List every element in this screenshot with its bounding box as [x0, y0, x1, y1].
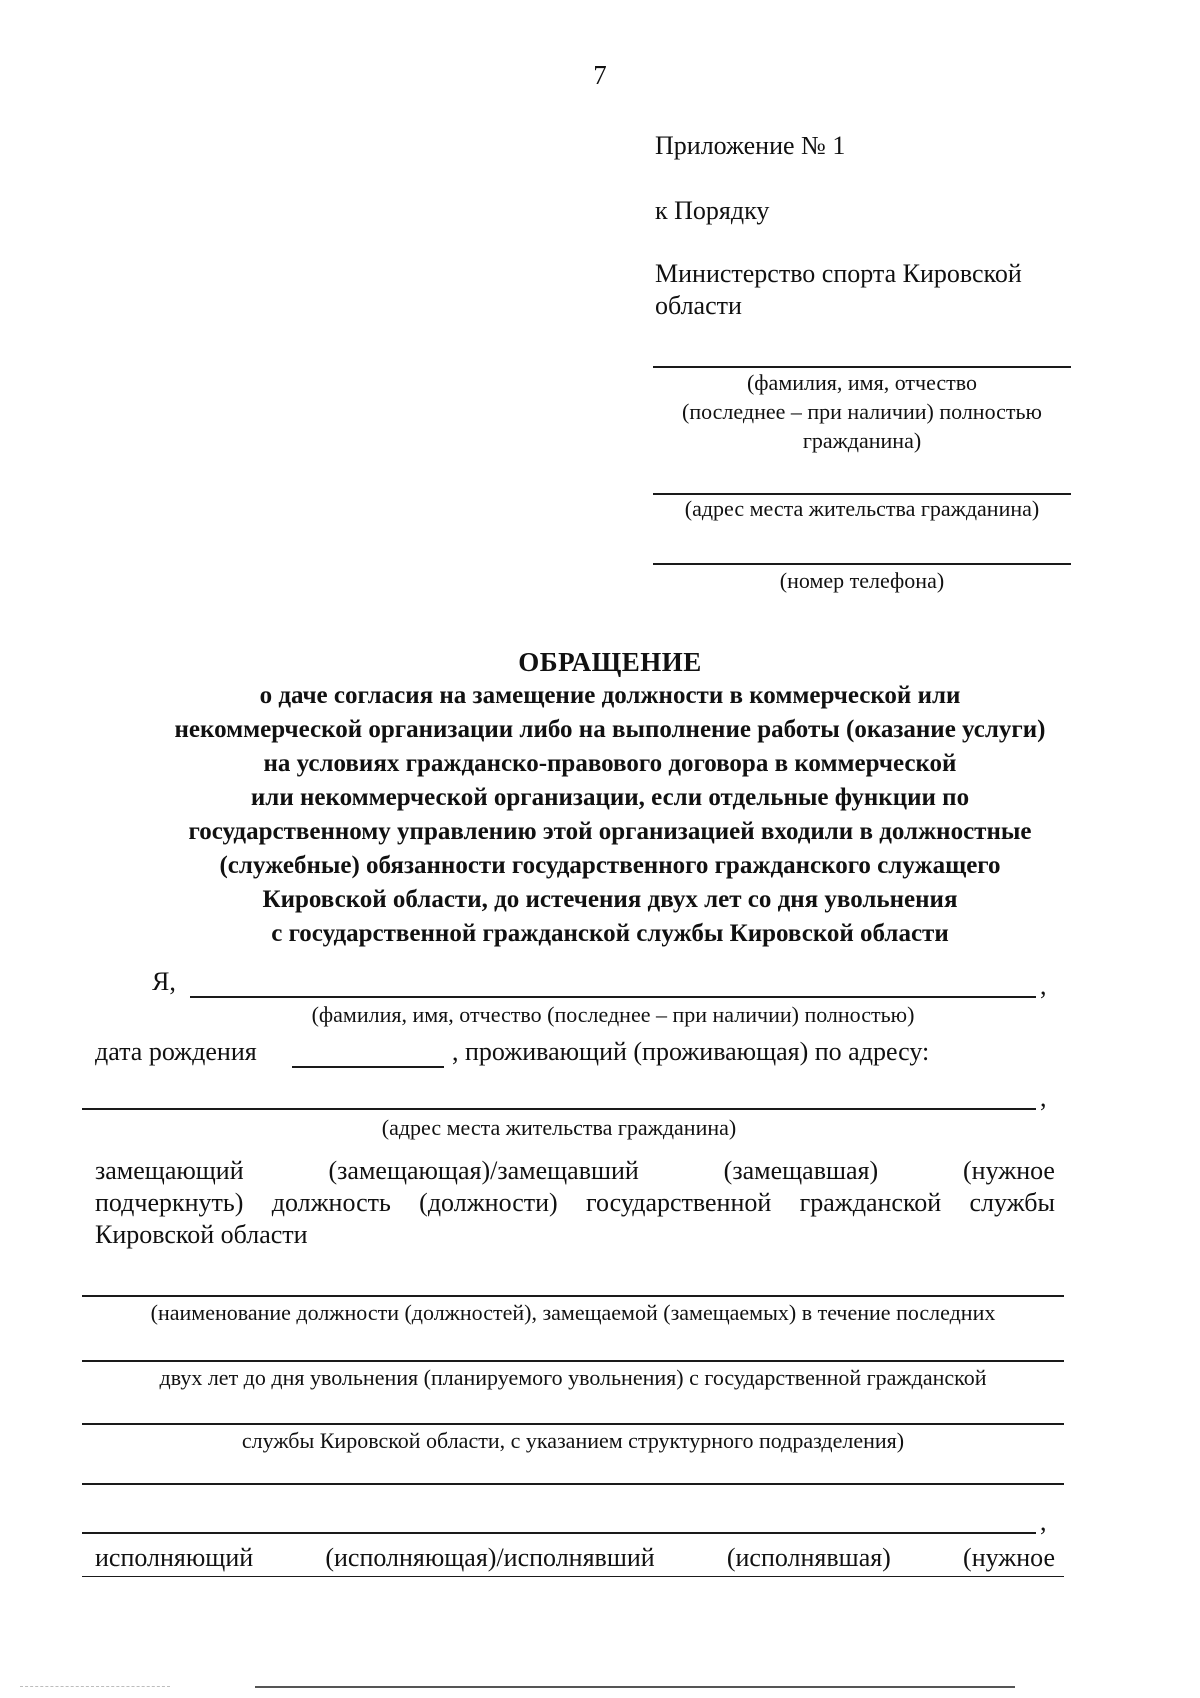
- title-line: на условиях гражданско-правового договора в коммерческой: [263, 750, 957, 777]
- appendix-label: Приложение № 1: [655, 131, 846, 160]
- exec-paragraph-line1: [95, 1542, 1055, 1574]
- residence-address-caption: (адрес места жительства гражданина): [381, 1115, 737, 1140]
- title-line: (служебные) обязанности государственного гражданского служащего: [219, 852, 1001, 879]
- word-replacing: замещающий: [95, 1156, 244, 1185]
- exec-underline: [82, 1576, 1064, 1577]
- address-caption: (адрес места жительства гражданина): [684, 496, 1040, 521]
- fio-caption-line2: (последнее – при наличии) полностью: [682, 399, 1042, 424]
- applicant-name-caption: (фамилия, имя, отчество (последнее – при наличии) полностью): [311, 1002, 915, 1027]
- position-paragraph-line2: подчеркнуть) должность (должности) государственной гражданской службы: [95, 1188, 1055, 1217]
- page-number: 7: [593, 60, 607, 90]
- position-name-line2[interactable]: [82, 1360, 1064, 1362]
- document-title: [100, 645, 1120, 951]
- residence-label: , проживающий (проживающая) по адресу:: [452, 1037, 930, 1066]
- ministry-name-line1: Министерство спорта Кировской: [655, 259, 1022, 288]
- title-line: Кировской области, до истечения двух лет со дня увольнения: [262, 886, 958, 913]
- position-name-line1[interactable]: [82, 1295, 1064, 1297]
- ministry-name-line2: области: [655, 291, 742, 320]
- word-executing: исполняющий: [95, 1543, 254, 1572]
- comma: ,: [1040, 1083, 1047, 1112]
- position-caption-line3: службы Кировской области, с указанием структурного подразделения): [241, 1428, 905, 1453]
- phone-caption: (номер телефона): [779, 568, 945, 593]
- comma: ,: [1040, 1507, 1047, 1536]
- word-executed-fem: (исполнявшая): [726, 1543, 891, 1572]
- position-caption-line2: двух лет до дня увольнения (планируемого увольнения) с государственной гражданской: [159, 1365, 987, 1390]
- word-replacing-forms: (замещающая)/замещавший: [328, 1156, 639, 1185]
- applicant-name-line[interactable]: [190, 996, 1036, 998]
- position-caption-line1: (наименование должности (должностей), замещаемой (замещаемых) в течение последних: [150, 1300, 996, 1325]
- title-line: некоммерческой организации либо на выполнение работы (оказание услуги): [174, 716, 1046, 743]
- word-replaced-fem: (замещавшая): [723, 1156, 879, 1185]
- title-main: ОБРАЩЕНИЕ: [518, 647, 702, 677]
- title-line: государственному управлению этой организацией входили в должностные: [188, 818, 1032, 845]
- phone-field-line[interactable]: [653, 563, 1071, 565]
- position-name-line3[interactable]: [82, 1423, 1064, 1425]
- position-paragraph-line1: [95, 1155, 1055, 1187]
- title-line: или некоммерческой организации, если отдельные функции по: [250, 784, 970, 811]
- position-name-line4[interactable]: [82, 1483, 1064, 1485]
- scan-artifact: [255, 1686, 1015, 1688]
- scan-artifact: [20, 1686, 170, 1687]
- title-line: с государственной гражданской службы Кировской области: [271, 920, 949, 947]
- position-paragraph-line3: Кировской области: [95, 1220, 308, 1249]
- residence-address-line[interactable]: [82, 1108, 1036, 1110]
- position-name-line5[interactable]: [82, 1532, 1036, 1534]
- fio-caption-line1: (фамилия, имя, отчество: [746, 370, 978, 395]
- word-needed: (нужное: [963, 1156, 1055, 1185]
- order-reference: к Порядку: [655, 196, 770, 225]
- birth-date-label: дата рождения: [95, 1037, 257, 1066]
- fio-caption-line3: гражданина): [802, 428, 922, 453]
- title-line: о даче согласия на замещение должности в коммерческой или: [259, 682, 961, 709]
- birth-date-field-line[interactable]: [292, 1066, 444, 1068]
- word-needed: (нужное: [963, 1543, 1055, 1572]
- word-executing-forms: (исполняющая)/исполнявший: [325, 1543, 655, 1572]
- comma: ,: [1040, 971, 1047, 1000]
- ya-label: Я,: [152, 967, 176, 996]
